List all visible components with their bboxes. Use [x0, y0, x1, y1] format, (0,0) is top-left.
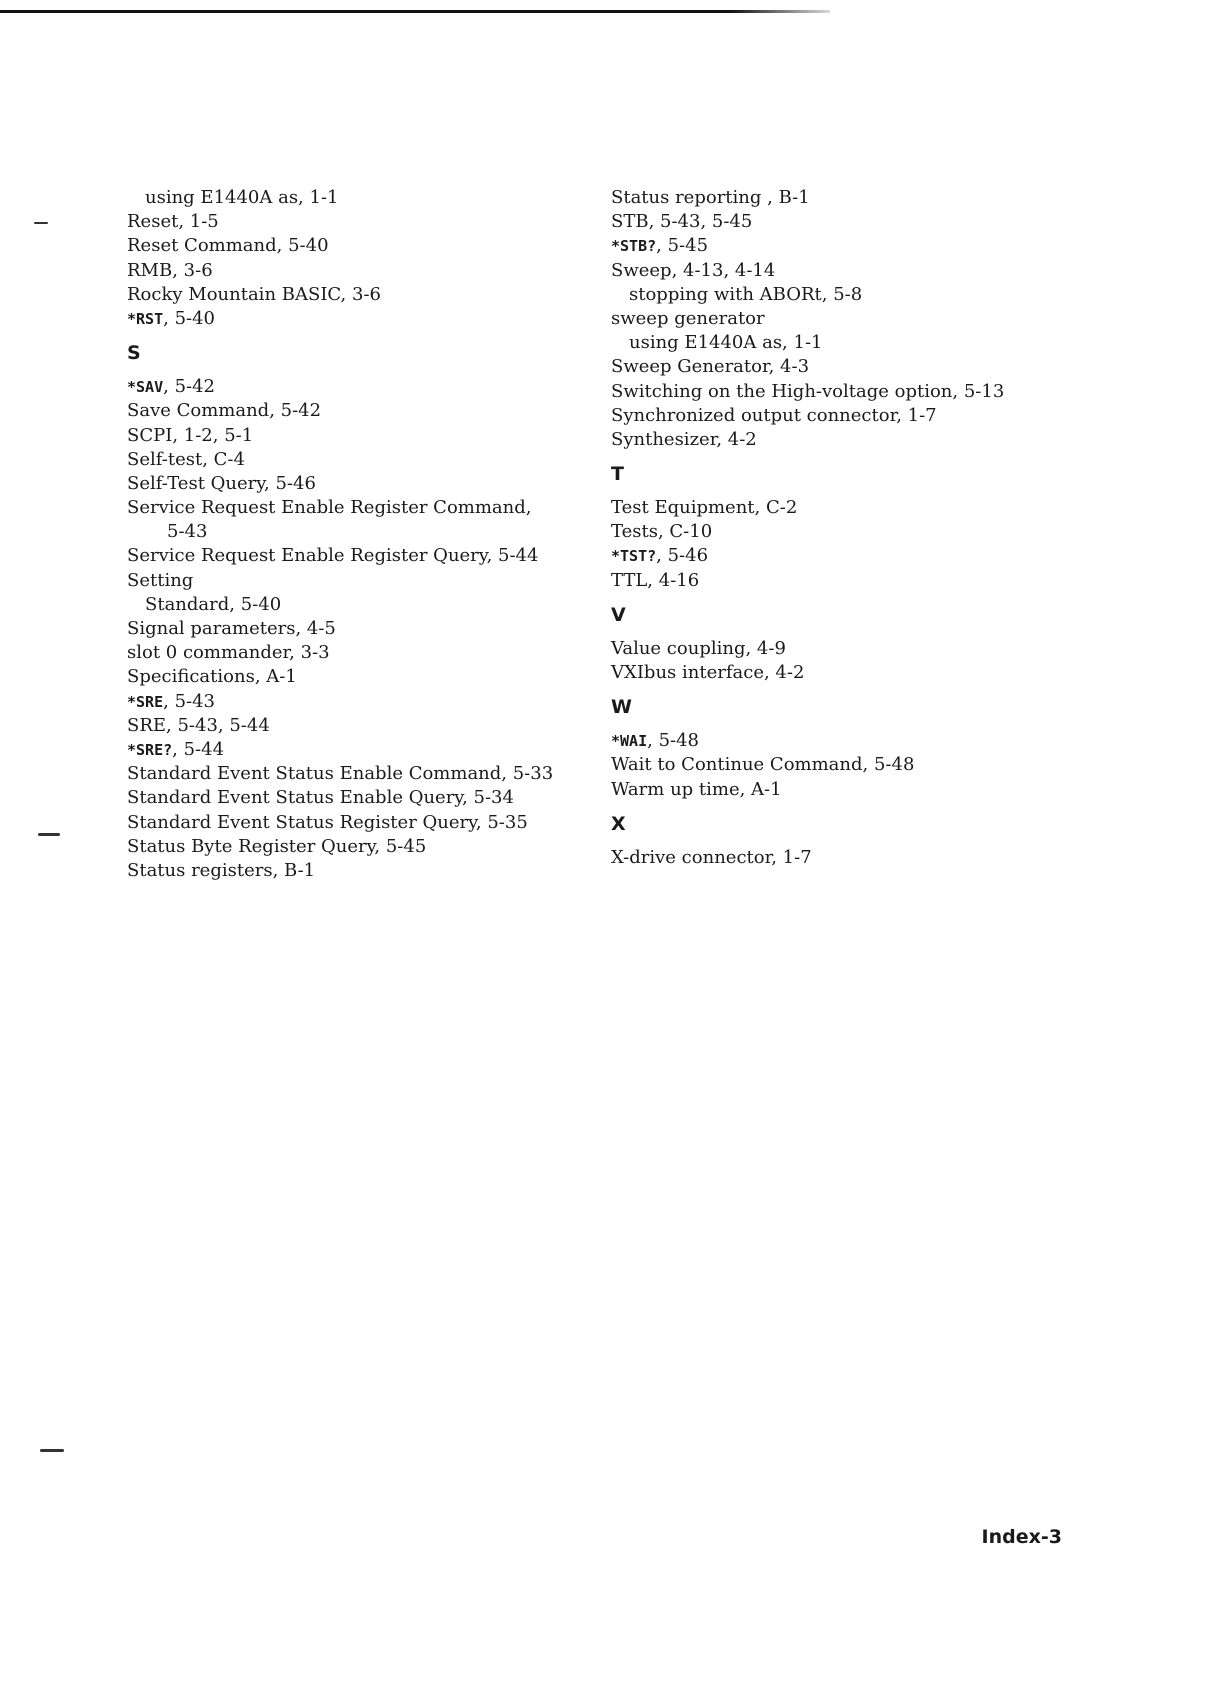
index-entry: [127, 738, 597, 762]
entry-text: VXIbus interface, 4-2: [611, 662, 805, 683]
index-section-letter: X: [611, 812, 626, 835]
index-entry: [611, 496, 1081, 520]
index-entry: [127, 641, 597, 665]
page-number: Index-3: [981, 1526, 1062, 1548]
entry-text: Rocky Mountain BASIC, 3-6: [127, 283, 381, 305]
entry-text: slot 0 commander, 3-3: [127, 642, 330, 664]
entry-text: Status Byte Register Query, 5-45: [127, 835, 427, 857]
index-entry: [611, 753, 1081, 777]
index-subentry: [127, 186, 597, 210]
entry-text: Standard Event Status Register Query, 5-35: [127, 811, 528, 833]
entry-text: STB, 5-43, 5-45: [611, 211, 753, 233]
margin-mark: [34, 222, 48, 224]
index-entry: [127, 472, 597, 496]
index-entry: [127, 665, 597, 689]
index-entry: [127, 259, 597, 283]
index-entry: [127, 544, 597, 568]
entry-text: Standard Event Status Enable Command, 5-33: [127, 763, 554, 785]
entry-text: RMB, 3-6: [127, 259, 213, 281]
index-entry: [127, 234, 597, 258]
index-entry: [611, 846, 1081, 870]
index-entry: [127, 569, 597, 593]
entry-text: , 5-43: [163, 690, 216, 712]
command-keyword: *STB?: [611, 237, 657, 256]
command-keyword: *SRE?: [127, 740, 173, 759]
entry-text: stopping with ABORt, 5-8: [629, 283, 863, 305]
index-entry: [127, 786, 597, 810]
entry-text: Test Equipment, C-2: [611, 497, 798, 519]
index-entry: [611, 661, 1081, 685]
command-keyword: *WAI: [611, 732, 648, 751]
entry-text: , 5-42: [163, 376, 216, 398]
margin-mark: [40, 1449, 64, 1452]
index-section-letter: W: [611, 696, 632, 719]
index-entry: [127, 859, 597, 883]
entry-text: using E1440A as, 1-1: [145, 187, 339, 208]
index-entry: [127, 811, 597, 835]
index-entry: [611, 380, 1081, 404]
entry-text: Signal parameters, 4-5: [127, 618, 336, 639]
index-entry: [127, 690, 597, 714]
index-entry: [127, 496, 597, 520]
index-entry: [127, 399, 597, 423]
index-entry: [611, 637, 1081, 661]
index-entry: [127, 307, 597, 331]
entry-text: TTL, 4-16: [611, 569, 700, 591]
index-subentry: [611, 331, 1081, 355]
entry-text: , 5-44: [172, 738, 225, 760]
index-section-letter: V: [611, 603, 626, 626]
index-left-column: [127, 186, 597, 883]
index-entry: [611, 259, 1081, 283]
entry-text: SCPI, 1-2, 5-1: [127, 424, 254, 446]
index-entry: [611, 210, 1081, 234]
index-entry: [611, 569, 1081, 593]
entry-text: , 5-46: [656, 545, 709, 567]
index-entry: [127, 424, 597, 448]
entry-text: X-drive connector, 1-7: [611, 846, 812, 868]
command-keyword: *RST: [127, 309, 164, 328]
entry-text: Reset Command, 5-40: [127, 235, 329, 257]
entry-text: Status registers, B-1: [127, 859, 316, 881]
index-entry: [611, 234, 1081, 258]
entry-text: Service Request Enable Register Command,: [127, 497, 532, 519]
index-entry: [127, 210, 597, 234]
index-subentry: [127, 593, 597, 617]
entry-text: Sweep, 4-13, 4-14: [611, 259, 776, 281]
index-entry: [611, 520, 1081, 544]
entry-text: Tests, C-10: [611, 521, 713, 543]
entry-text: Warm up time, A-1: [611, 778, 782, 800]
entry-text: Setting: [127, 569, 194, 591]
margin-mark: [38, 833, 60, 836]
top-rule: [0, 10, 830, 13]
command-keyword: *SAV: [127, 378, 164, 397]
index-entry: [611, 404, 1081, 428]
entry-text: Value coupling, 4-9: [611, 637, 786, 659]
entry-text: Status reporting , B-1: [611, 187, 810, 208]
command-keyword: *SRE: [127, 692, 164, 711]
index-entry: [127, 714, 597, 738]
index-section-letter: S: [127, 342, 141, 365]
index-entry: [611, 544, 1081, 568]
entry-text: Service Request Enable Register Query, 5-44: [127, 545, 539, 567]
entry-text: , 5-45: [656, 235, 709, 257]
entry-text: , 5-40: [163, 307, 216, 329]
index-entry: [611, 428, 1081, 452]
entry-text: sweep generator: [611, 307, 765, 329]
index-continuation: [127, 520, 597, 544]
index-entry: [611, 186, 1081, 210]
entry-text: Standard, 5-40: [145, 593, 282, 615]
entry-text: Reset, 1-5: [127, 211, 219, 233]
command-keyword: *TST?: [611, 547, 657, 566]
index-section-letter: T: [611, 463, 624, 486]
entry-text: Self-Test Query, 5-46: [127, 472, 316, 494]
index-entry: [127, 835, 597, 859]
entry-text: Sweep Generator, 4-3: [611, 356, 810, 378]
entry-text: Wait to Continue Command, 5-48: [611, 754, 915, 776]
entry-text: , 5-48: [647, 730, 700, 752]
index-entry: [127, 375, 597, 399]
index-right-column: [611, 186, 1081, 870]
index-entry: [611, 778, 1081, 802]
index-entry: [611, 307, 1081, 331]
entry-text: using E1440A as, 1-1: [629, 332, 823, 354]
entry-text: 5-43: [167, 521, 208, 543]
index-entry: [127, 448, 597, 472]
entry-text: Specifications, A-1: [127, 666, 297, 688]
entry-text: SRE, 5-43, 5-44: [127, 714, 270, 736]
index-entry: [127, 762, 597, 786]
entry-text: Synthesizer, 4-2: [611, 428, 757, 450]
index-entry: [127, 283, 597, 307]
entry-text: Synchronized output connector, 1-7: [611, 404, 937, 426]
entry-text: Switching on the High-voltage option, 5-13: [611, 380, 1005, 402]
index-subentry: [611, 283, 1081, 307]
index-entry: [127, 617, 597, 641]
index-entry: [611, 355, 1081, 379]
entry-text: Standard Event Status Enable Query, 5-34: [127, 787, 514, 809]
entry-text: Save Command, 5-42: [127, 400, 322, 422]
entry-text: Self-test, C-4: [127, 448, 245, 470]
index-entry: [611, 729, 1081, 753]
